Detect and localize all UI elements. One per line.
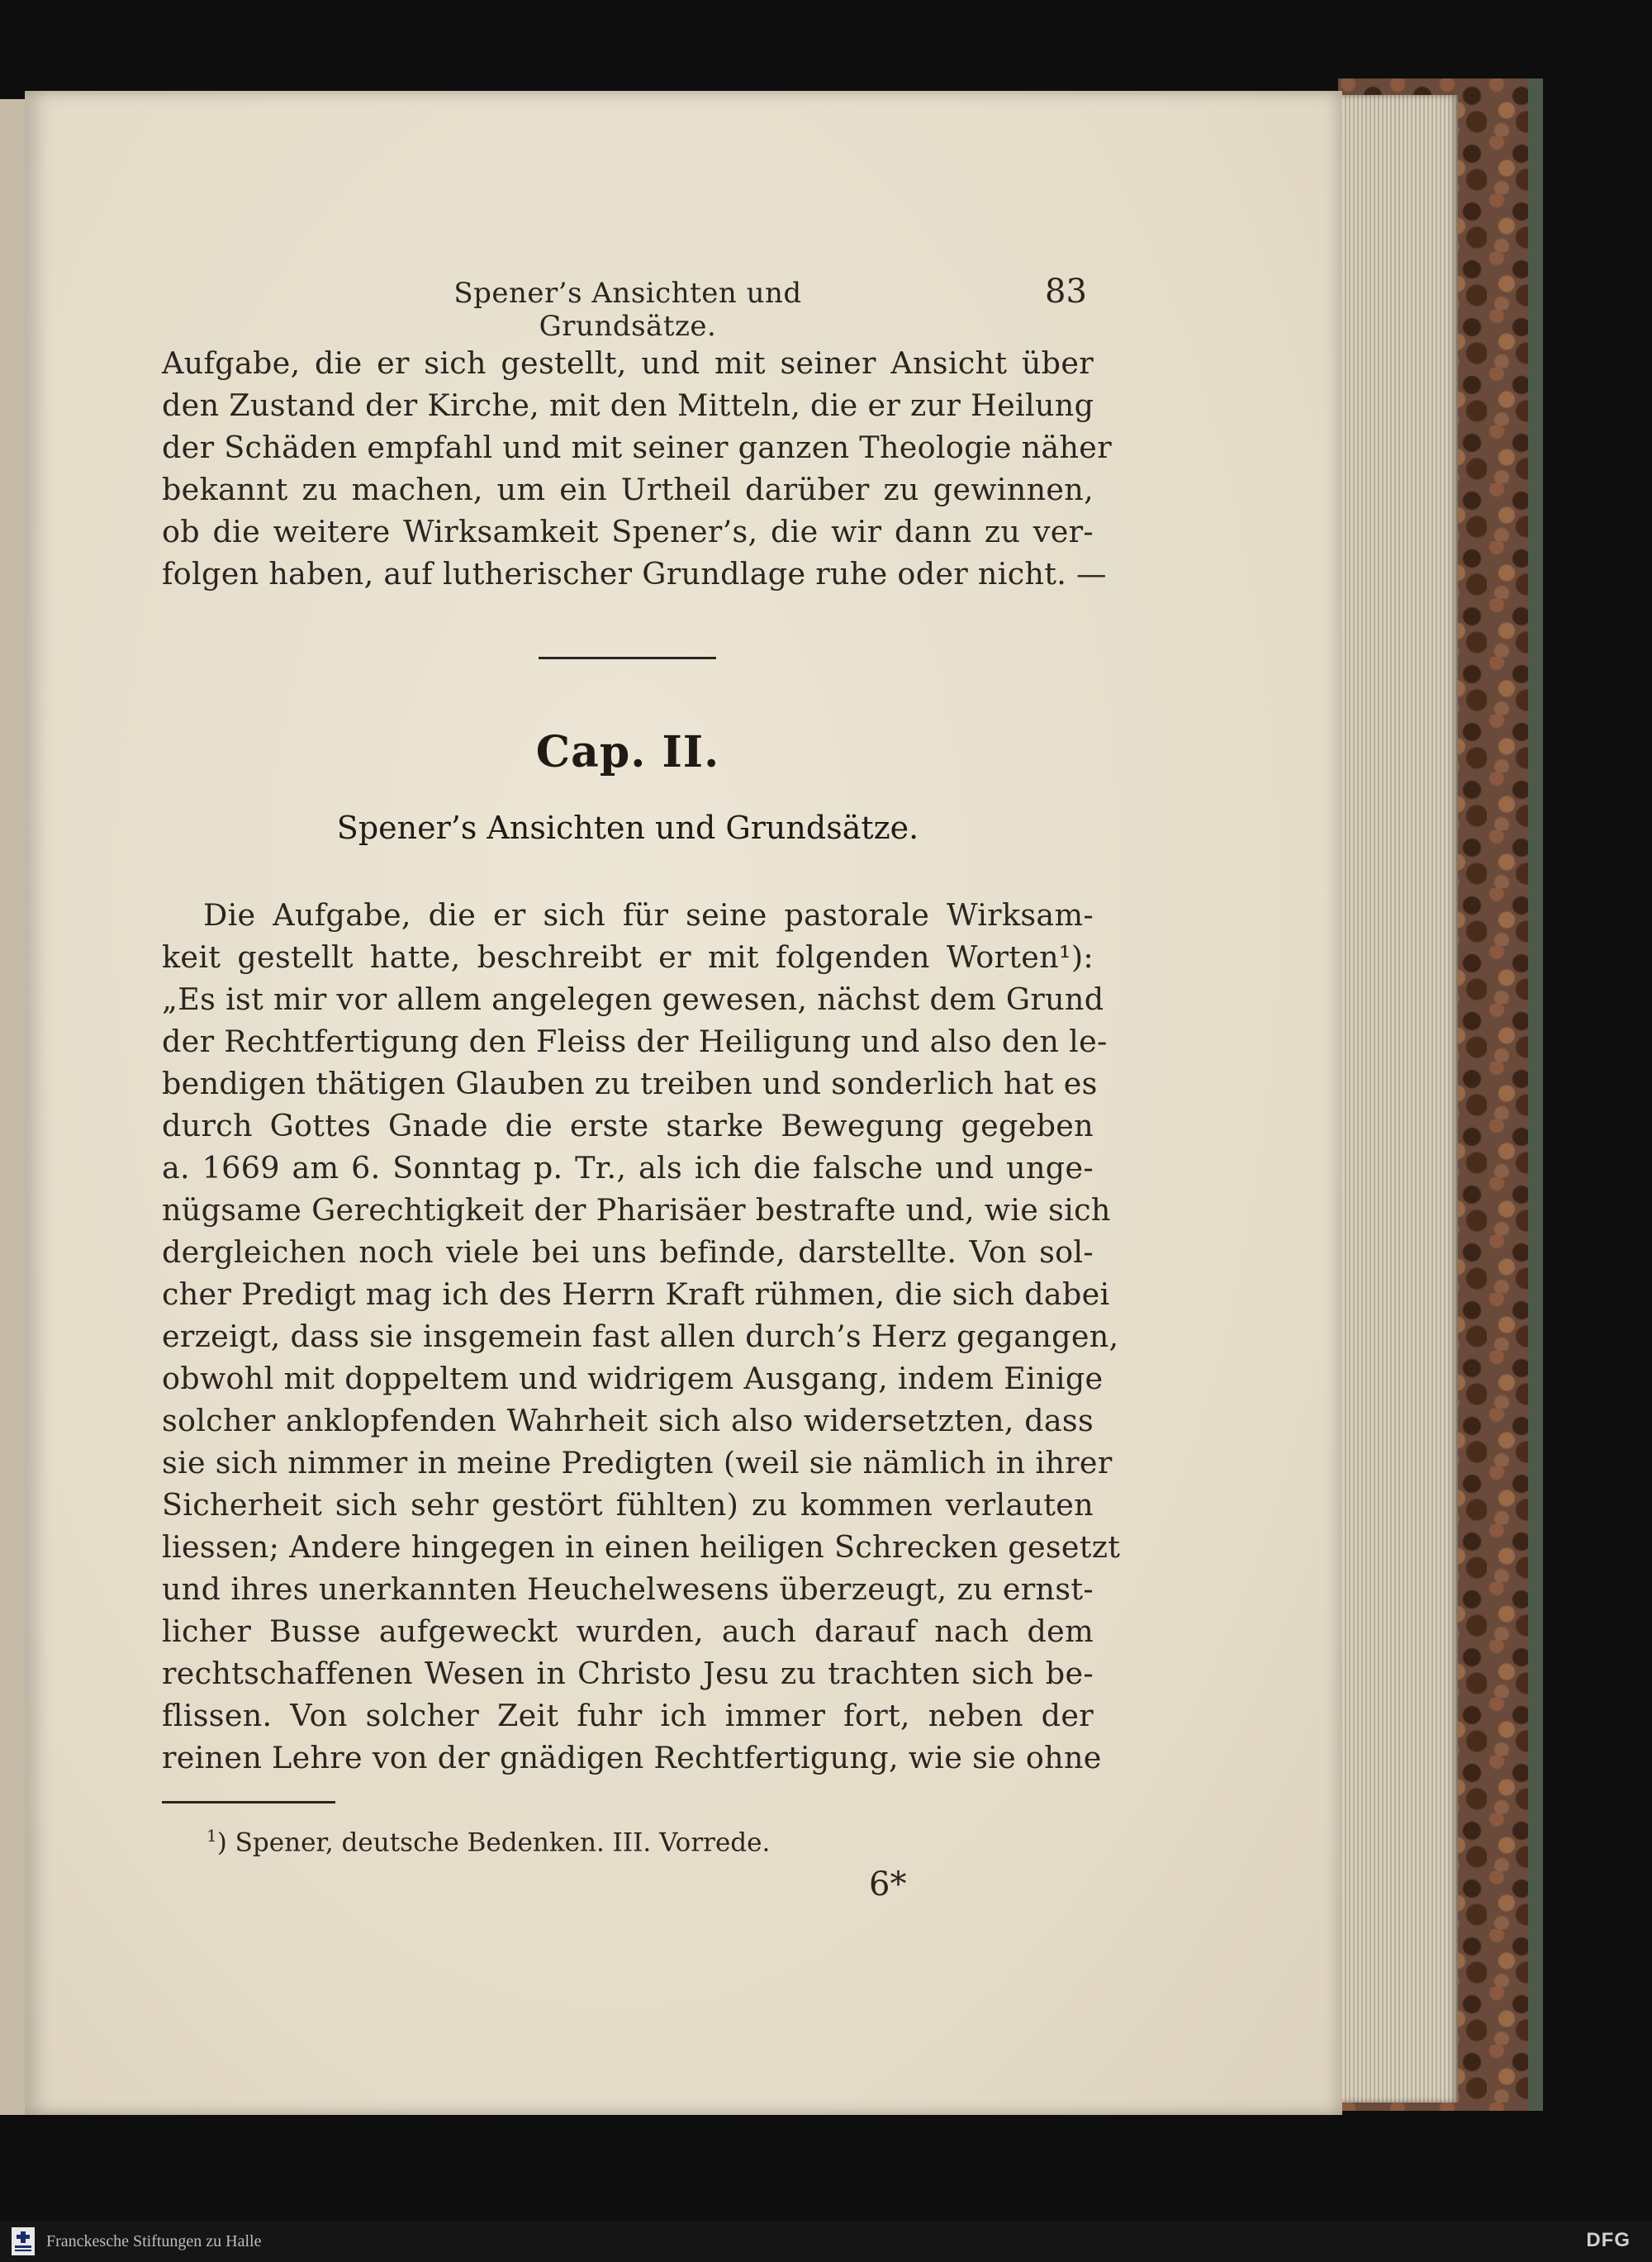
text-line: folgen haben, auf lutherischer Grundlage ruhe oder nicht. — xyxy=(162,556,1107,592)
text-line: bendigen thätigen Glauben zu treiben und sonderlich hat es xyxy=(162,1066,1098,1101)
page-number: 83 xyxy=(1045,273,1087,311)
page-edges xyxy=(1334,95,1458,2103)
text-line: obwohl mit doppeltem und widrigem Ausgang, indem Einige xyxy=(162,1361,1104,1396)
text-line: cher Predigt mag ich des Herrn Kraft rühmen, die sich dabei xyxy=(162,1276,1110,1312)
text-line: nügsame Gerechtigkeit der Pharisäer bestrafte und, wie sich xyxy=(162,1192,1111,1228)
text-line: durch Gottes Gnade die erste starke Bewegung gegeben xyxy=(162,1108,1094,1143)
text-line: rechtschaffenen Wesen in Christo Jesu zu trachten sich be- xyxy=(162,1656,1094,1691)
footnote xyxy=(206,1826,770,1857)
text-line: a. 1669 am 6. Sonntag p. Tr., als ich die falsche und unge- xyxy=(162,1150,1094,1186)
footnote-rule xyxy=(162,1801,335,1803)
text-line: den Zustand der Kirche, mit den Mitteln, die er zur Heilung xyxy=(162,387,1094,423)
text-line: erzeigt, dass sie insgemein fast allen durch’s Herz gegangen, xyxy=(162,1319,1119,1354)
section-rule xyxy=(539,657,716,659)
text-line: reinen Lehre von der gnädigen Rechtfertigung, wie sie ohne xyxy=(162,1740,1102,1775)
intro-paragraph xyxy=(162,342,1112,595)
text-line: keit gestellt hatte, beschreibt er mit folgenden Worten¹): xyxy=(162,939,1094,975)
text-line: ob die weitere Wirksamkeit Spener’s, die wir dann zu ver- xyxy=(162,514,1094,549)
institution-name: Franckesche Stiftungen zu Halle xyxy=(46,2232,262,2250)
institution-logo-icon xyxy=(12,2227,35,2255)
text-line: der Rechtfertigung den Fleiss der Heiligung und also den le- xyxy=(162,1024,1108,1059)
text-line: Aufgabe, die er sich gestellt, und mit seiner Ansicht über xyxy=(162,345,1094,381)
text-line: „Es ist mir vor allem angelegen gewesen, nächst dem Grund xyxy=(162,981,1104,1017)
chapter-title: Spener’s Ansichten und Grundsätze. xyxy=(336,810,919,846)
viewer-footer xyxy=(0,2221,1652,2262)
footnote-marker: 1 xyxy=(206,1826,217,1846)
chapter-heading: Cap. II. xyxy=(535,727,720,777)
text-line: Die Aufgabe, die er sich für seine pastorale Wirksam- xyxy=(203,897,1094,933)
signature-mark: 6* xyxy=(869,1865,907,1903)
text-line: sie sich nimmer in meine Predigten (weil sie nämlich in ihrer xyxy=(162,1445,1113,1480)
footnote-text: ) Spener, deutsche Bedenken. III. Vorrede. xyxy=(216,1827,771,1858)
text-line: liessen; Andere hingegen in einen heiligen Schrecken gesetzt xyxy=(162,1529,1121,1565)
text-line: der Schäden empfahl und mit seiner ganzen Theologie näher xyxy=(162,430,1112,465)
text-line: flissen. Von solcher Zeit fuhr ich immer fort, neben der xyxy=(162,1698,1094,1733)
text-line: Sicherheit sich sehr gestört fühlten) zu kommen verlauten xyxy=(162,1487,1094,1523)
text-line: dergleichen noch viele bei uns befinde, darstellte. Von sol- xyxy=(162,1234,1094,1270)
dfg-logo: DFG xyxy=(1586,2229,1631,2251)
text-line: solcher anklopfenden Wahrheit sich also widersetzten, dass xyxy=(162,1403,1094,1438)
body-paragraph xyxy=(162,894,1121,1779)
text-line: und ihres unerkannten Heuchelwesens überzeugt, zu ernst- xyxy=(162,1571,1094,1607)
text-line: licher Busse aufgeweckt wurden, auch darauf nach dem xyxy=(162,1613,1094,1649)
text-line: bekannt zu machen, um ein Urtheil darüber zu gewinnen, xyxy=(162,472,1094,507)
running-head: Spener’s Ansichten und Grundsätze. xyxy=(453,277,802,343)
